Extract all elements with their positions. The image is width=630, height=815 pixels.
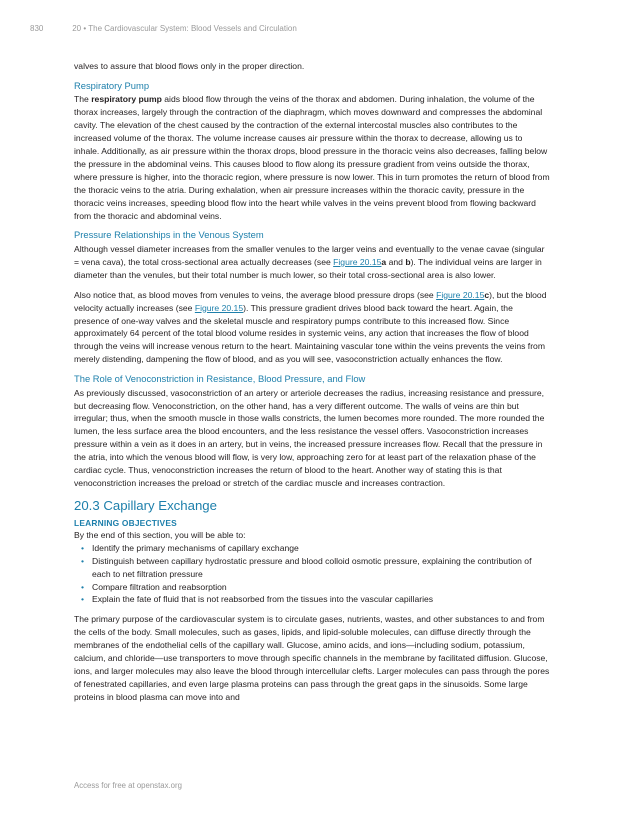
objective-text: Compare filtration and reabsorption [92,581,227,592]
objective-item [81,581,550,594]
objective-text: Explain the fate of fluid that is not reabsorbed from the tissues into the vascular capillaries [92,594,434,605]
figure-part: b [405,256,411,267]
text-run: Also notice that, as blood moves from venules to veins, the average blood pressure drops (see [74,289,437,300]
objective-text: Distinguish between capillary hydrostatic pressure and blood colloid osmotic pressure, explaining the contribution of each to net filtration pressure [92,555,532,579]
section-heading: 20.3 Capillary Exchange [74,497,217,513]
learning-objectives-list [74,542,550,607]
pressure-paragraph-1 [74,243,550,282]
page-content [74,60,550,711]
intro-line: valves to assure that blood flows only in the proper direction. [74,61,305,71]
text-run: ). This pressure gradient drives blood back toward the heart. Again, the presence of one-way valves and the skeletal muscle and respiratory pumps contribute to this increased flow. Since approximately 64 percent of the total blood volume resides in systemic veins, any action that increases the flow of blood through the veins will increase venous return to the heart. Maintaining vascular tone within the veins prevents the veins from merely distending, dampening the flow of blood, and as you will see, vasoconstriction actually enhances the flow. [74,302,545,365]
objective-text: Identify the primary mechanisms of capillary exchange [92,542,299,553]
page-header [30,24,297,33]
text-run: and [386,256,406,267]
page-number: 830 [30,24,44,33]
running-title: 20 • The Cardiovascular System: Blood Vessels and Circulation [72,24,297,33]
bullet-icon: • [81,594,85,605]
objective-item [81,593,550,606]
learning-objectives-heading: LEARNING OBJECTIVES [74,517,177,528]
bullet-icon: • [81,542,85,553]
learning-objectives-intro: By the end of this section, you will be able to: [74,529,246,540]
page-footer: Access for free at openstax.org [74,781,182,790]
figure-part: c [484,289,490,300]
objective-item [81,542,550,555]
bullet-icon: • [81,581,85,592]
capillary-exchange-paragraph: The primary purpose of the cardiovascular system is to circulate gases, nutrients, wastes, and other substances to and from the cells of the body. Small molecules, such as gases, lipids, and lipid-soluble molecules, can diffuse directly through the membranes of the endothelial cells of the capillary wall. Glucose, amino acids, and ions—including sodium, potassium, calcium, and chloride—use transporters to move through specific channels in the membrane by facilitated diffusion. Glucose, ions, and larger molecules may also leave the blood through intercellular clefts. Larger molecules can pass through the pores of fenestrated capillaries, and even large plasma proteins can pass through the great gaps in the sinusoids. Some large proteins in blood plasma can move into and [74,614,550,702]
pressure-relationships-heading: Pressure Relationships in the Venous System [74,229,264,241]
text-run: ). The individual veins are larger in diameter than the venules, but their total number is much lower, so their total cross-sectional area is also lower. [74,256,542,280]
figure-link[interactable]: Figure 20.15 [333,256,382,267]
venoconstriction-paragraph: As previously discussed, vasoconstriction of an artery or arteriole decreases the radius, increasing resistance and pressure, but decreasing flow. Venoconstriction, on the other hand, has a very different outcome. The walls of veins are thin but irregular; thus, when the smooth muscle in those walls constricts, the lumen becomes more rounded. The more rounded the lumen, the less surface area the blood encounters, and the less resistance the vessel offers. Vasoconstriction increases pressure within a vein as it does in an artery, but in veins, the increased pressure increases flow. Recall that the pressure in the atria, into which the venous blood will flow, is very low, approaching zero for at least part of the relaxation phase of the cardiac cycle. Thus, venoconstriction increases the return of blood to the heart. Another way of stating this is that venoconstriction increases the preload or stretch of the cardiac muscle and increases contraction. [74,387,545,488]
text-run: aids blood flow through the veins of the thorax and abdomen. During inhalation, the volume of the thorax increases, largely through the contraction of the diaphragm, which moves downward and compresses the abdominal cavity. The elevation of the chest caused by the contraction of the external intercostal muscles also contributes to the increased volume of the thorax. The volume increase causes air pressure within the thorax to decrease, allowing us to inhale. Additionally, as air pressure within the thorax drops, blood pressure in the thoracic veins also decreases, falling below the pressure in the abdominal veins. This causes blood to flow along its pressure gradient from veins outside the thorax, where pressure is higher, into the thoracic region, where pressure is now lower. This in turn promotes the return of blood from the thoracic veins to the atria. During exhalation, when air pressure increases within the thoracic cavity, pressure in the thoracic veins increases, speeding blood flow into the heart while valves in the veins prevent blood from flowing backward from the thoracic and abdominal veins. [74,94,550,221]
objective-item [81,555,550,581]
respiratory-pump-heading: Respiratory Pump [74,79,150,91]
venoconstriction-heading: The Role of Venoconstriction in Resistance, Blood Pressure, and Flow [74,373,366,385]
text-run: Although vessel diameter increases from the smaller venules to the larger veins and eventually to the venae cavae (singular = vena cava), the total cross-sectional area actually decreases (see [74,243,545,267]
respiratory-pump-paragraph [74,93,550,222]
key-term: respiratory pump [91,94,162,105]
bullet-icon: • [81,555,85,566]
text-run: ), but the blood velocity actually increases (see [74,289,547,313]
pressure-paragraph-2 [74,289,550,366]
figure-link[interactable]: Figure 20.15 [436,289,485,300]
text-run: The [74,94,92,105]
figure-part: a [381,256,387,267]
figure-link[interactable]: Figure 20.15 [194,302,244,313]
